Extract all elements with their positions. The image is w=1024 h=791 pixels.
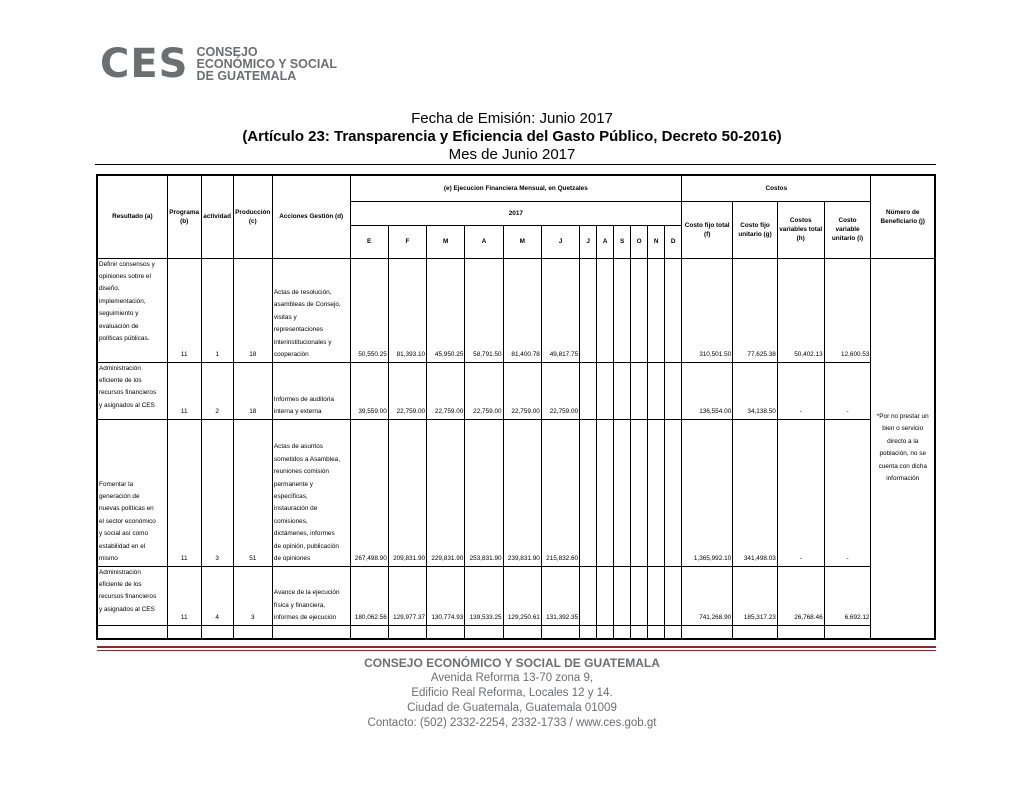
header-divider (95, 164, 936, 165)
empty-cell (777, 625, 824, 639)
programa-cell: 11 (167, 258, 201, 362)
resultado-line: políticas públicas. (99, 334, 150, 342)
month-value-cell: 229,831.90 (427, 419, 465, 566)
empty-cell (201, 625, 233, 639)
month-value-cell (665, 566, 682, 625)
footer-rule-thick (97, 646, 936, 648)
empty-cell (824, 625, 871, 639)
header-costo-fijo-unitario: Costo fijo unitario (g) (733, 201, 778, 258)
article-title: (Artículo 23: Transparencia y Eficiencia del Gasto Público, Decreto 50-2016) (242, 128, 782, 145)
empty-cell (580, 625, 597, 639)
actividad-cell: 3 (201, 419, 233, 566)
resultado-line: diseño, (99, 285, 120, 293)
month-value-cell: 253,831.90 (465, 419, 503, 566)
resultado-line: Administración (99, 364, 141, 372)
month-value-cell: 131,392.35 (541, 566, 579, 625)
header-month: E (350, 225, 388, 258)
acciones-cell (272, 566, 350, 625)
month-value-cell (580, 566, 597, 625)
acciones-line: visitas y (273, 313, 297, 321)
empty-cell (597, 625, 614, 639)
acciones-line: física y financiera, (273, 601, 326, 609)
resultado-line: y asignados al CES (99, 401, 155, 409)
resultado-line: nuevas políticas en (99, 505, 154, 513)
month-value-cell (580, 258, 597, 362)
month-value-cell (597, 362, 614, 419)
empty-cell (272, 625, 350, 639)
produccion-cell: 3 (233, 566, 272, 625)
header-month: M (503, 225, 541, 258)
gasto-table (96, 174, 936, 640)
header-actividad: actividad (201, 175, 233, 258)
costo-variable-unitario-cell: - (824, 419, 871, 566)
empty-cell (97, 625, 167, 639)
table-row (97, 419, 935, 566)
header-costo-variable-unitario: Costo variable unitario (i) (824, 201, 871, 258)
month-value-cell: 209,831.90 (388, 419, 426, 566)
acciones-line: asambleas de Consejo, (273, 301, 341, 309)
acciones-line: dictámenes, informes (273, 530, 335, 538)
header-costo-fijo-total: Costo fijo total (f) (682, 201, 733, 258)
header-programa: Programa (b) (167, 175, 201, 258)
month-value-cell (648, 566, 665, 625)
acciones-line: de opiniones (273, 555, 311, 563)
month-value-cell (597, 419, 614, 566)
header-costos-variables-total: Costos variables total (h) (777, 201, 824, 258)
empty-cell (631, 625, 648, 639)
resultado-line: Administración (99, 568, 141, 576)
resultado-line: Fomentar la (99, 480, 134, 488)
month-value-cell (648, 258, 665, 362)
month-value-cell: 58,791.50 (465, 258, 503, 362)
actividad-cell: 2 (201, 362, 233, 419)
acciones-line: instauración de (273, 505, 318, 513)
costo-fijo-total-cell: 741,268.90 (682, 566, 733, 625)
month-value-cell: 81,393.10 (388, 258, 426, 362)
acciones-line: permanente y (273, 480, 313, 488)
issue-date: Fecha de Emisión: Junio 2017 (411, 110, 613, 127)
month-value-cell: 267,498.90 (350, 419, 388, 566)
logo-line-3: DE GUATEMALA (196, 69, 297, 83)
acciones-line: específicas, (273, 493, 308, 501)
acciones-cell (272, 258, 350, 362)
empty-cell (350, 625, 388, 639)
empty-cell (665, 625, 682, 639)
month-value-cell: 139,533.25 (465, 566, 503, 625)
beneficiarios-note-line: directo a la (887, 437, 919, 445)
resultado-line: Definir consensos y (99, 260, 155, 268)
month-value-cell: 239,831.90 (503, 419, 541, 566)
acciones-line: sometidos a Asamblea, (273, 455, 340, 463)
header-month: D (665, 225, 682, 258)
resultado-line: estabilidad en el (99, 542, 146, 550)
resultado-line: eficiente de los (99, 580, 142, 588)
resultado-cell (97, 419, 167, 566)
footer-rule-thin (97, 650, 936, 651)
empty-row (97, 625, 935, 639)
empty-cell (427, 625, 465, 639)
month-value-cell (614, 419, 631, 566)
acciones-cell (272, 419, 350, 566)
costos-variables-total-cell: 50,402.13 (777, 258, 824, 362)
month-value-cell: 22,759.00 (541, 362, 579, 419)
footer-address-3: Ciudad de Guatemala, Guatemala 01009 (407, 702, 617, 714)
actividad-cell: 1 (201, 258, 233, 362)
empty-cell (233, 625, 272, 639)
empty-cell (541, 625, 579, 639)
resultado-line: mismo (99, 555, 118, 563)
logo-text (197, 46, 338, 82)
resultado-line: opiniones sobre el (99, 272, 151, 280)
month-value-cell (597, 566, 614, 625)
month-value-cell: 22,759.00 (503, 362, 541, 419)
actividad-cell: 4 (201, 566, 233, 625)
costo-fijo-total-cell: 136,554.00 (682, 362, 733, 419)
resultado-line: implementación, (99, 297, 146, 305)
acciones-line: interinstitucionales y (273, 338, 332, 346)
costos-variables-total-cell: 26,768.46 (777, 566, 824, 625)
month-value-cell (580, 362, 597, 419)
beneficiarios-note-line: *Por no prestar un (876, 413, 929, 421)
resultado-line: y asignados al CES (99, 605, 155, 613)
logo-mark: CES (100, 41, 189, 87)
header-produccion: Producción (c) (233, 175, 272, 258)
acciones-line: Informes de auditoria (273, 395, 334, 403)
month-value-cell (631, 566, 648, 625)
acciones-line: de opinión, publicación (273, 542, 339, 550)
month-value-cell (631, 362, 648, 419)
header-month: M (427, 225, 465, 258)
header-beneficiarios: Número de Beneficiario (j) (871, 175, 935, 258)
resultado-line: y social así como (99, 530, 149, 538)
costo-fijo-unitario-cell: 34,138.50 (733, 362, 778, 419)
logo-line-1: CONSEJO (196, 45, 258, 59)
month-value-cell (614, 566, 631, 625)
beneficiarios-note-line: información (886, 475, 920, 483)
produccion-cell: 51 (233, 419, 272, 566)
month-value-cell (614, 362, 631, 419)
empty-cell (167, 625, 201, 639)
footer-org: CONSEJO ECONÓMICO Y SOCIAL DE GUATEMALA (364, 656, 660, 670)
month-value-cell (665, 419, 682, 566)
resultado-line: evaluación de (99, 322, 139, 330)
header-year: 2017 (350, 201, 682, 225)
resultado-line: el sector económico (99, 517, 156, 525)
month-value-cell: 39,559.00 (350, 362, 388, 419)
resultado-cell (97, 258, 167, 362)
month-value-cell: 22,759.00 (427, 362, 465, 419)
empty-cell (465, 625, 503, 639)
footer-address-2: Edificio Real Reforma, Locales 12 y 14. (411, 687, 613, 699)
table-row (97, 258, 935, 362)
header-month: A (597, 225, 614, 258)
header-month: J (541, 225, 579, 258)
programa-cell: 11 (167, 566, 201, 625)
report-month: Mes de Junio 2017 (448, 146, 576, 163)
acciones-line: interna y externa (273, 408, 322, 416)
resultado-line: seguimiento y (99, 310, 139, 318)
month-value-cell (665, 258, 682, 362)
footer-address-1: Avenida Reforma 13-70 zona 9, (430, 672, 594, 684)
produccion-cell: 18 (233, 362, 272, 419)
empty-cell (733, 625, 778, 639)
acciones-line: reuniones comisión (273, 468, 329, 476)
beneficiarios-note-line: bien o servicio (882, 425, 924, 433)
empty-cell (648, 625, 665, 639)
ces-logo (100, 41, 338, 87)
acciones-cell (272, 362, 350, 419)
table-row (97, 566, 935, 625)
acciones-line: informes de ejecución (273, 614, 337, 622)
month-value-cell: 81,400.78 (503, 258, 541, 362)
empty-cell (682, 625, 733, 639)
header-month: N (648, 225, 665, 258)
acciones-line: comisiones, (273, 517, 308, 525)
resultado-line: recursos financieros (99, 593, 157, 601)
resultado-line: generación de (99, 493, 140, 501)
programa-cell: 11 (167, 419, 201, 566)
acciones-line: representaciones (273, 326, 323, 334)
resultado-line: eficiente de los (99, 376, 142, 384)
month-value-cell: 45,950.25 (427, 258, 465, 362)
resultado-cell (97, 566, 167, 625)
acciones-line: Actas de resolución, (273, 289, 332, 297)
month-value-cell: 22,759.00 (465, 362, 503, 419)
header-month: F (388, 225, 426, 258)
resultado-line: recursos financieros (99, 389, 157, 397)
costo-fijo-unitario-cell: 185,317.23 (733, 566, 778, 625)
month-value-cell: 215,832.60 (541, 419, 579, 566)
month-value-cell (614, 258, 631, 362)
month-value-cell (597, 258, 614, 362)
month-value-cell (648, 362, 665, 419)
month-value-cell (631, 258, 648, 362)
month-value-cell: 50,550.25 (350, 258, 388, 362)
beneficiarios-note-line: cuenta con dicha (878, 462, 927, 470)
month-value-cell: 130,774.93 (427, 566, 465, 625)
costo-fijo-total-cell: 1,365,992.10 (682, 419, 733, 566)
empty-cell (388, 625, 426, 639)
programa-cell: 11 (167, 362, 201, 419)
acciones-line: cooperación (273, 351, 309, 359)
header-month: A (465, 225, 503, 258)
costos-variables-total-cell: - (777, 419, 824, 566)
header-month: O (631, 225, 648, 258)
beneficiarios-note-line: población, no se (879, 450, 926, 458)
header-resultado: Resultado (a) (97, 175, 167, 258)
costo-fijo-total-cell: 310,501.50 (682, 258, 733, 362)
empty-cell (614, 625, 631, 639)
month-value-cell: 49,817.75 (541, 258, 579, 362)
footer-contact: Contacto: (502) 2332-2254, 2332-1733 / www.ces.gob.gt (367, 717, 657, 729)
resultado-cell (97, 362, 167, 419)
costo-fijo-unitario-cell: 77,625.38 (733, 258, 778, 362)
month-value-cell: 22,759.00 (388, 362, 426, 419)
month-value-cell (580, 419, 597, 566)
costos-variables-total-cell: - (777, 362, 824, 419)
month-value-cell: 180,062.56 (350, 566, 388, 625)
table-container (96, 174, 936, 640)
month-value-cell (648, 419, 665, 566)
costo-variable-unitario-cell: 6,692.12 (824, 566, 871, 625)
empty-cell (503, 625, 541, 639)
header-costos: Costos (682, 175, 871, 201)
produccion-cell: 18 (233, 258, 272, 362)
costo-variable-unitario-cell: 12,600.53 (824, 258, 871, 362)
month-value-cell: 129,977.37 (388, 566, 426, 625)
costo-variable-unitario-cell: - (824, 362, 871, 419)
table-row (97, 362, 935, 419)
month-value-cell (631, 419, 648, 566)
header-month: S (614, 225, 631, 258)
logo-line-2: ECONÓMICO Y SOCIAL (196, 57, 338, 71)
acciones-line: Actas de asuntos (273, 443, 323, 451)
month-value-cell (665, 362, 682, 419)
footer (0, 655, 1024, 731)
acciones-line: Avance de la ejecución (273, 589, 340, 597)
header-ejecucion: (e) Ejecucion Financiera Mensual, en Quetzales (350, 175, 682, 201)
header-month: J (580, 225, 597, 258)
beneficiarios-cell (871, 258, 935, 639)
costo-fijo-unitario-cell: 341,498.03 (733, 419, 778, 566)
month-value-cell: 129,250.61 (503, 566, 541, 625)
header-acciones: Acciones Gestión (d) (272, 175, 350, 258)
document-heading (0, 110, 1024, 164)
